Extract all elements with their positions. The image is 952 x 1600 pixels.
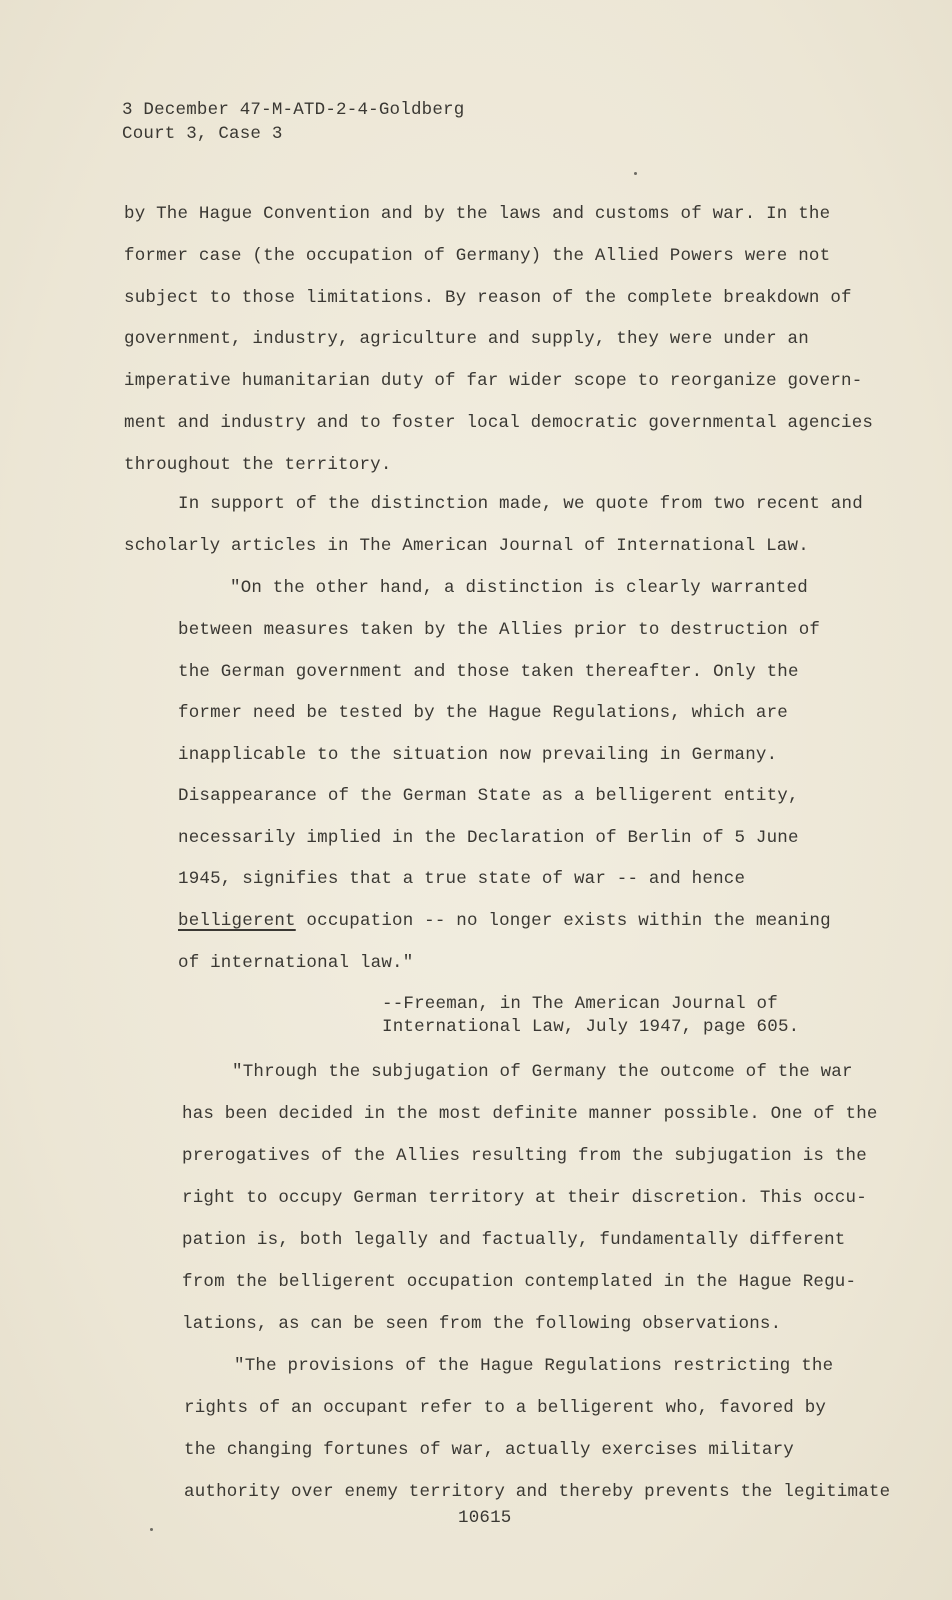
body-line: In support of the distinction made, we quote from two recent and: [178, 494, 863, 514]
quote-line: inapplicable to the situation now prevailing in Germany.: [178, 745, 778, 765]
body-line: government, industry, agriculture and supply, they were under an: [124, 329, 809, 349]
citation-line: --Freeman, in The American Journal of: [382, 994, 778, 1014]
underlined-word: belligerent: [178, 911, 296, 931]
quote-line: "The provisions of the Hague Regulations restricting the: [234, 1356, 834, 1376]
quote-line: authority over enemy territory and thereby prevents the legitimate: [184, 1482, 891, 1502]
quote-line: rights of an occupant refer to a belligerent who, favored by: [184, 1398, 827, 1418]
document-header-line1: 3 December 47-M-ATD-2-4-Goldberg: [122, 100, 465, 120]
quote-line: former need be tested by the Hague Regulations, which are: [178, 703, 788, 723]
quote-line: "On the other hand, a distinction is clearly warranted: [230, 578, 808, 598]
quote-line: has been decided in the most definite manner possible. One of the: [182, 1104, 878, 1124]
quote-line: [178, 911, 831, 931]
quote-line: of international law.": [178, 953, 414, 973]
body-line: imperative humanitarian duty of far wider scope to reorganize govern-: [124, 371, 863, 391]
quote-line: "Through the subjugation of Germany the outcome of the war: [232, 1062, 853, 1082]
body-line: ment and industry and to foster local democratic governmental agencies: [124, 413, 874, 433]
quote-line: prerogatives of the Allies resulting from the subjugation is the: [182, 1146, 867, 1166]
citation-line: International Law, July 1947, page 605.: [382, 1017, 800, 1037]
quote-line: the German government and those taken thereafter. Only the: [178, 662, 799, 682]
quote-line: right to occupy German territory at their discretion. This occu-: [182, 1188, 867, 1208]
quote-line: pation is, both legally and factually, fundamentally different: [182, 1230, 846, 1250]
quote-line: 1945, signifies that a true state of war -- and hence: [178, 869, 746, 889]
body-line: scholarly articles in The American Journal of International Law.: [124, 536, 809, 556]
body-line: throughout the territory.: [124, 455, 392, 475]
quote-line: between measures taken by the Allies prior to destruction of: [178, 620, 821, 640]
body-line: former case (the occupation of Germany) the Allied Powers were not: [124, 246, 831, 266]
quote-line: Disappearance of the German State as a belligerent entity,: [178, 786, 799, 806]
page-number: 10615: [458, 1508, 512, 1528]
quote-line: necessarily implied in the Declaration of Berlin of 5 June: [178, 828, 799, 848]
quote-line-rest: occupation -- no longer exists within the meaning: [295, 911, 831, 931]
quote-line: lations, as can be seen from the following observations.: [182, 1314, 782, 1334]
body-line: by The Hague Convention and by the laws and customs of war. In the: [124, 204, 831, 224]
quote-line: from the belligerent occupation contemplated in the Hague Regu-: [182, 1272, 857, 1292]
paper-speck: [634, 172, 637, 175]
quote-line: the changing fortunes of war, actually exercises military: [184, 1440, 794, 1460]
document-header-line2: Court 3, Case 3: [122, 124, 283, 144]
paper-speck: [150, 1528, 153, 1531]
body-line: subject to those limitations. By reason of the complete breakdown of: [124, 288, 852, 308]
